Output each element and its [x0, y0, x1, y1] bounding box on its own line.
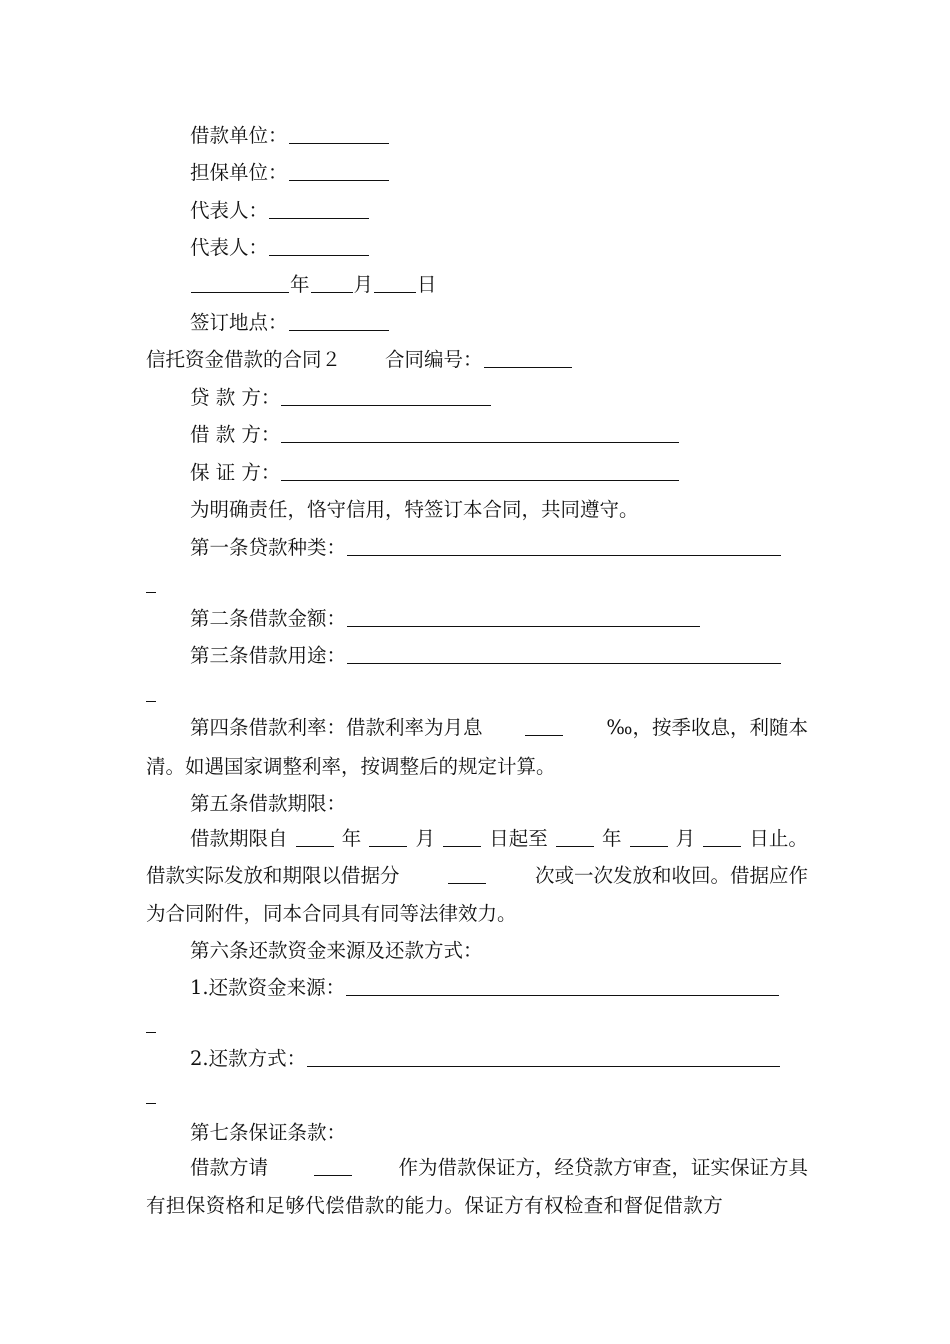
term-end-month-blank	[630, 824, 668, 847]
borrower-unit-label: 借款单位：	[190, 124, 288, 147]
representative-label-1: 代表人：	[190, 199, 269, 222]
article-3-label: 第三条借款用途：	[190, 644, 347, 667]
lender-line	[0, 383, 950, 413]
article-5-label: 第五条借款期限：	[190, 792, 347, 815]
article-6-item-1-line	[0, 973, 950, 1003]
contract-number-label: 合同编号：	[385, 348, 483, 371]
month-blank	[311, 270, 353, 293]
signing-place-label: 签订地点：	[190, 311, 288, 334]
repayment-method-label: 2.还款方式：	[190, 1047, 307, 1070]
guarantor-blank	[281, 458, 679, 481]
article-4-line-1	[190, 713, 808, 743]
article-1-blank	[347, 533, 781, 556]
contract-title-line	[0, 345, 950, 375]
term-start-year-blank	[296, 824, 334, 847]
guarantor-name-blank	[314, 1153, 352, 1176]
article-5-text-a: 借款实际发放和期限以借据分	[146, 864, 400, 887]
day-label: 日	[417, 273, 437, 296]
year-blank	[191, 270, 289, 293]
article-7-line-2	[0, 1191, 808, 1221]
article-3-blank-continued	[146, 684, 156, 702]
article-7-text-a: 借款方请	[190, 1156, 269, 1179]
lender-label: 贷 款 方：	[190, 386, 281, 409]
term-end-month-label: 月	[675, 827, 696, 850]
term-end-day-label: 日止。	[749, 827, 808, 850]
guarantor-unit-line	[0, 158, 950, 188]
guarantor-line	[0, 458, 950, 488]
article-6-item-2-line	[0, 1044, 950, 1074]
article-7-heading	[0, 1118, 950, 1148]
article-1-line	[0, 533, 950, 563]
article-7-text-c: 有担保资格和足够代偿借款的能力。保证方有权检查和督促借款方	[146, 1194, 724, 1217]
repayment-source-blank-continued	[146, 1015, 156, 1033]
preamble-line	[0, 495, 950, 525]
representative-line-2	[0, 233, 950, 263]
article-4-text-b: 清。如遇国家调整利率，按调整后的规定计算。	[146, 755, 556, 778]
article-5-line-2	[146, 861, 808, 891]
article-4-text-a: ‰，按季收息，利随本	[606, 716, 808, 739]
term-start-day-blank	[443, 824, 481, 847]
article-5-text-c: 为合同附件，同本合同具有同等法律效力。	[146, 902, 517, 925]
year-label: 年	[290, 273, 310, 296]
article-4-label: 第四条借款利率：借款利率为月息	[190, 716, 483, 739]
month-label: 月	[353, 273, 374, 296]
guarantor-unit-blank	[289, 158, 389, 181]
term-start-month-label: 月	[415, 827, 435, 850]
signing-date-line	[0, 270, 950, 300]
representative-label-2: 代表人：	[190, 236, 269, 259]
borrower-unit-blank	[289, 121, 389, 144]
contract-title: 信托资金借款的合同２	[146, 348, 342, 371]
contract-number-blank	[484, 345, 572, 368]
article-7-text-b: 作为借款保证方，经贷款方审查，证实保证方具	[398, 1156, 808, 1179]
repayment-source-label: 1.还款资金来源：	[190, 976, 346, 999]
term-end-year-label: 年	[601, 827, 622, 850]
term-from-label: 借款期限自	[190, 827, 288, 850]
interest-rate-blank	[525, 713, 563, 736]
article-5-line-1	[190, 824, 808, 854]
borrower-unit-line	[0, 121, 950, 151]
article-3-line	[0, 641, 950, 671]
signing-place-line	[0, 308, 950, 338]
article-5-line-3	[0, 899, 950, 929]
article-1-label: 第一条贷款种类：	[190, 536, 347, 559]
representative-blank-1	[269, 196, 369, 219]
representative-blank-2	[269, 233, 369, 256]
article-2-line	[0, 604, 950, 634]
preamble-text: 为明确责任，恪守信用，特签订本合同，共同遵守。	[190, 498, 639, 521]
term-end-year-blank	[556, 824, 594, 847]
representative-line-1	[0, 196, 950, 226]
term-start-month-blank	[369, 824, 407, 847]
article-2-blank	[347, 604, 700, 627]
article-5-text-b: 次或一次发放和收回。借据应作	[534, 864, 808, 887]
lender-blank	[281, 383, 491, 406]
repayment-method-blank-continued	[146, 1086, 156, 1104]
guarantor-label: 保 证 方：	[190, 461, 281, 484]
article-7-label: 第七条保证条款：	[190, 1121, 347, 1144]
term-start-day-label: 日起至	[489, 827, 548, 850]
article-7-line-1	[190, 1153, 808, 1183]
borrower-label: 借 款 方：	[190, 423, 281, 446]
guarantor-unit-label: 担保单位：	[190, 161, 288, 184]
borrower-blank	[281, 420, 679, 443]
article-4-line-2	[0, 752, 950, 782]
day-blank	[374, 270, 416, 293]
article-6-heading	[0, 936, 950, 966]
article-1-blank-continued	[146, 575, 156, 593]
term-end-day-blank	[703, 824, 741, 847]
article-5-heading	[0, 789, 950, 819]
article-6-label: 第六条还款资金来源及还款方式：	[190, 939, 483, 962]
term-start-year-label: 年	[341, 827, 362, 850]
signing-place-blank	[289, 308, 389, 331]
article-3-blank	[347, 641, 781, 664]
installments-blank	[448, 861, 486, 884]
repayment-source-blank	[346, 973, 779, 996]
article-2-label: 第二条借款金额：	[190, 607, 347, 630]
borrower-line	[0, 420, 950, 450]
repayment-method-blank	[307, 1044, 780, 1067]
